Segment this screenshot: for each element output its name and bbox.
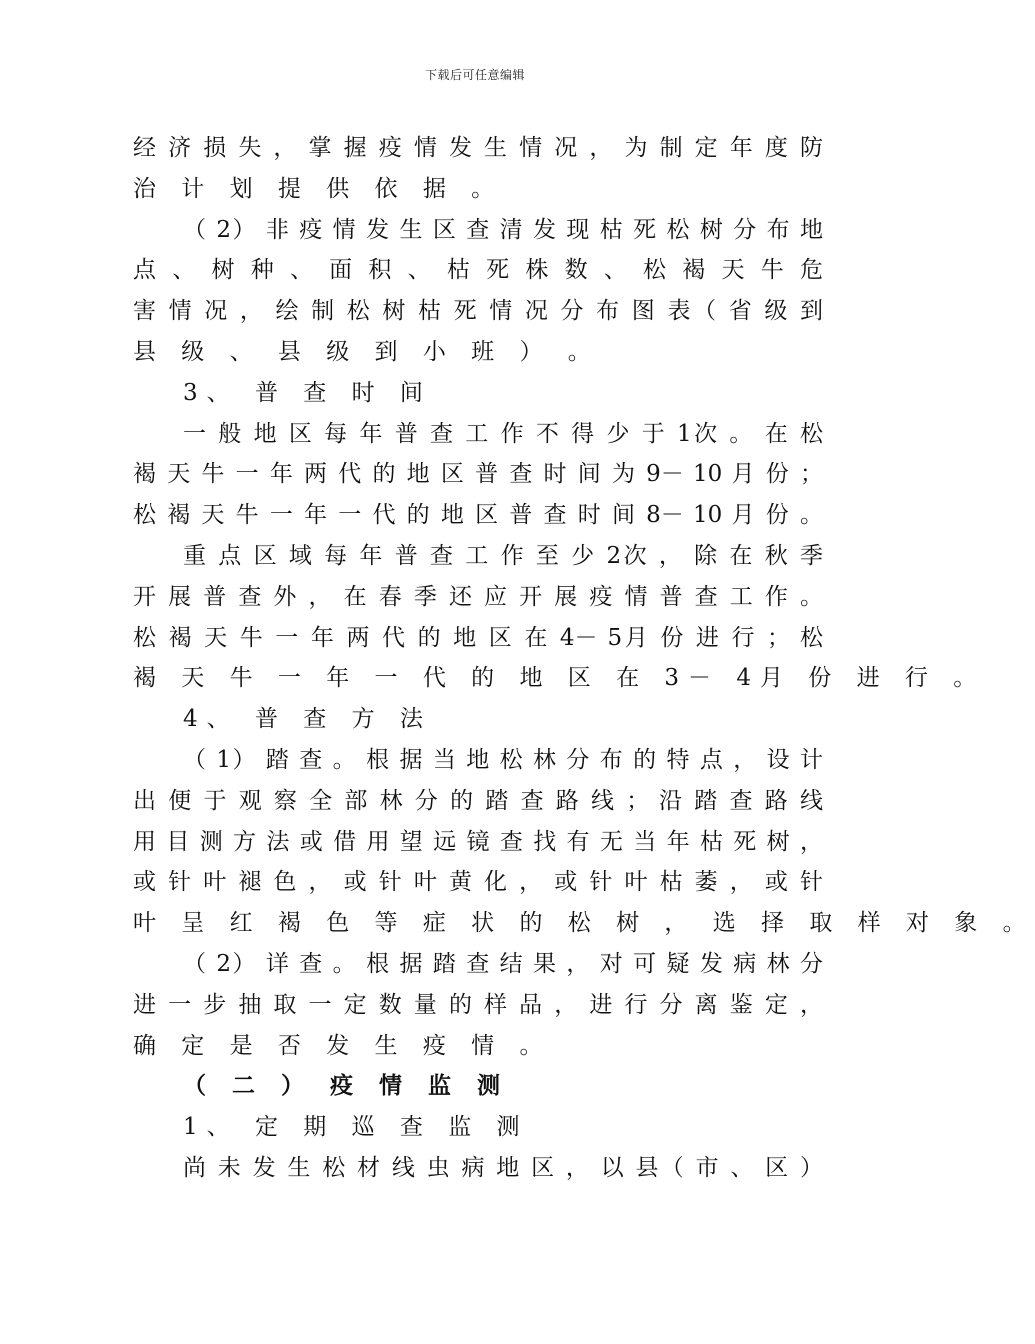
body-line: （ 1） 踏 查 。 根 据 当 地 松 林 分 布 的 特 点 ， 设 计 (183, 746, 823, 773)
body-line: 县 级 、 县 级 到 小 班 ） 。 (133, 338, 600, 365)
body-line: 松 褐 天 牛 一 年 两 代 的 地 区 在 4－ 5月 份 进 行 ； 松 (133, 624, 823, 651)
document-body (133, 128, 1035, 1189)
body-line: 用 目 测 方 法 或 借 用 望 远 镜 查 找 有 无 当 年 枯 死 树 ， (133, 828, 823, 855)
body-line: 害 情 况 ， 绘 制 松 树 枯 死 情 况 分 布 图 表（ 省 级 到 (133, 298, 823, 325)
body-line: （ 2） 详 查 。 根 据 踏 查 结 果 ， 对 可 疑 发 病 林 分 (183, 950, 823, 977)
body-line: 出 便 于 观 察 全 部 林 分 的 踏 查 路 线 ； 沿 踏 查 路 线 (133, 787, 823, 814)
body-line: 经 济 损 失 ， 掌 握 疫 情 发 生 情 况 ， 为 制 定 年 度 防 (133, 135, 823, 161)
body-line: 重 点 区 域 每 年 普 查 工 作 至 少 2次 ， 除 在 秋 季 (183, 542, 823, 569)
body-line: 治 计 划 提 供 依 据 。 (133, 175, 504, 202)
body-line: 开 展 普 查 外 ， 在 春 季 还 应 开 展 疫 情 普 查 工 作 。 (133, 583, 823, 610)
body-line: 或 针 叶 褪 色 ， 或 针 叶 黄 化 ， 或 针 叶 枯 萎 ， 或 针 (133, 869, 823, 896)
body-line: 褐 天 牛 一 年 一 代 的 地 区 在 3－ 4月 份 进 行 。 (133, 665, 986, 692)
body-line: 叶 呈 红 褐 色 等 症 状 的 松 树 ， 选 择 取 样 对 象 。 (133, 910, 1035, 937)
section-heading: 3、 普 查 时 间 (183, 379, 432, 406)
section-heading: 1、 定 期 巡 查 监 测 (183, 1114, 529, 1141)
body-line: （ 2） 非 疫 情 发 生 区 查 清 发 现 枯 死 松 树 分 布 地 (183, 216, 823, 243)
body-line: 确 定 是 否 发 生 疫 情 。 (133, 1032, 552, 1059)
body-line: 一 般 地 区 每 年 普 查 工 作 不 得 少 于 1次 。 在 松 (183, 420, 823, 447)
section-heading: 4、 普 查 方 法 (183, 706, 432, 733)
body-line: 尚 未 发 生 松 材 线 虫 病 地 区 ， 以 县（ 市 、 区 ） (183, 1154, 823, 1181)
chapter-heading: （ 二 ） 疫 情 监 测 (183, 1072, 510, 1100)
body-line: 松 褐 天 牛 一 年 一 代 的 地 区 普 查 时 间 8－ 10 月 份 。 (133, 502, 823, 529)
body-line: 褐 天 牛 一 年 两 代 的 地 区 普 查 时 间 为 9－ 10 月 份 ； (133, 461, 823, 488)
body-line: 点 、 树 种 、 面 积 、 枯 死 株 数 、 松 褐 天 牛 危 (133, 257, 823, 284)
body-line: 进 一 步 抽 取 一 定 数 量 的 样 品 ， 进 行 分 离 鉴 定 ， (133, 991, 823, 1018)
page-header-note: 下载后可任意编辑 (424, 68, 525, 82)
